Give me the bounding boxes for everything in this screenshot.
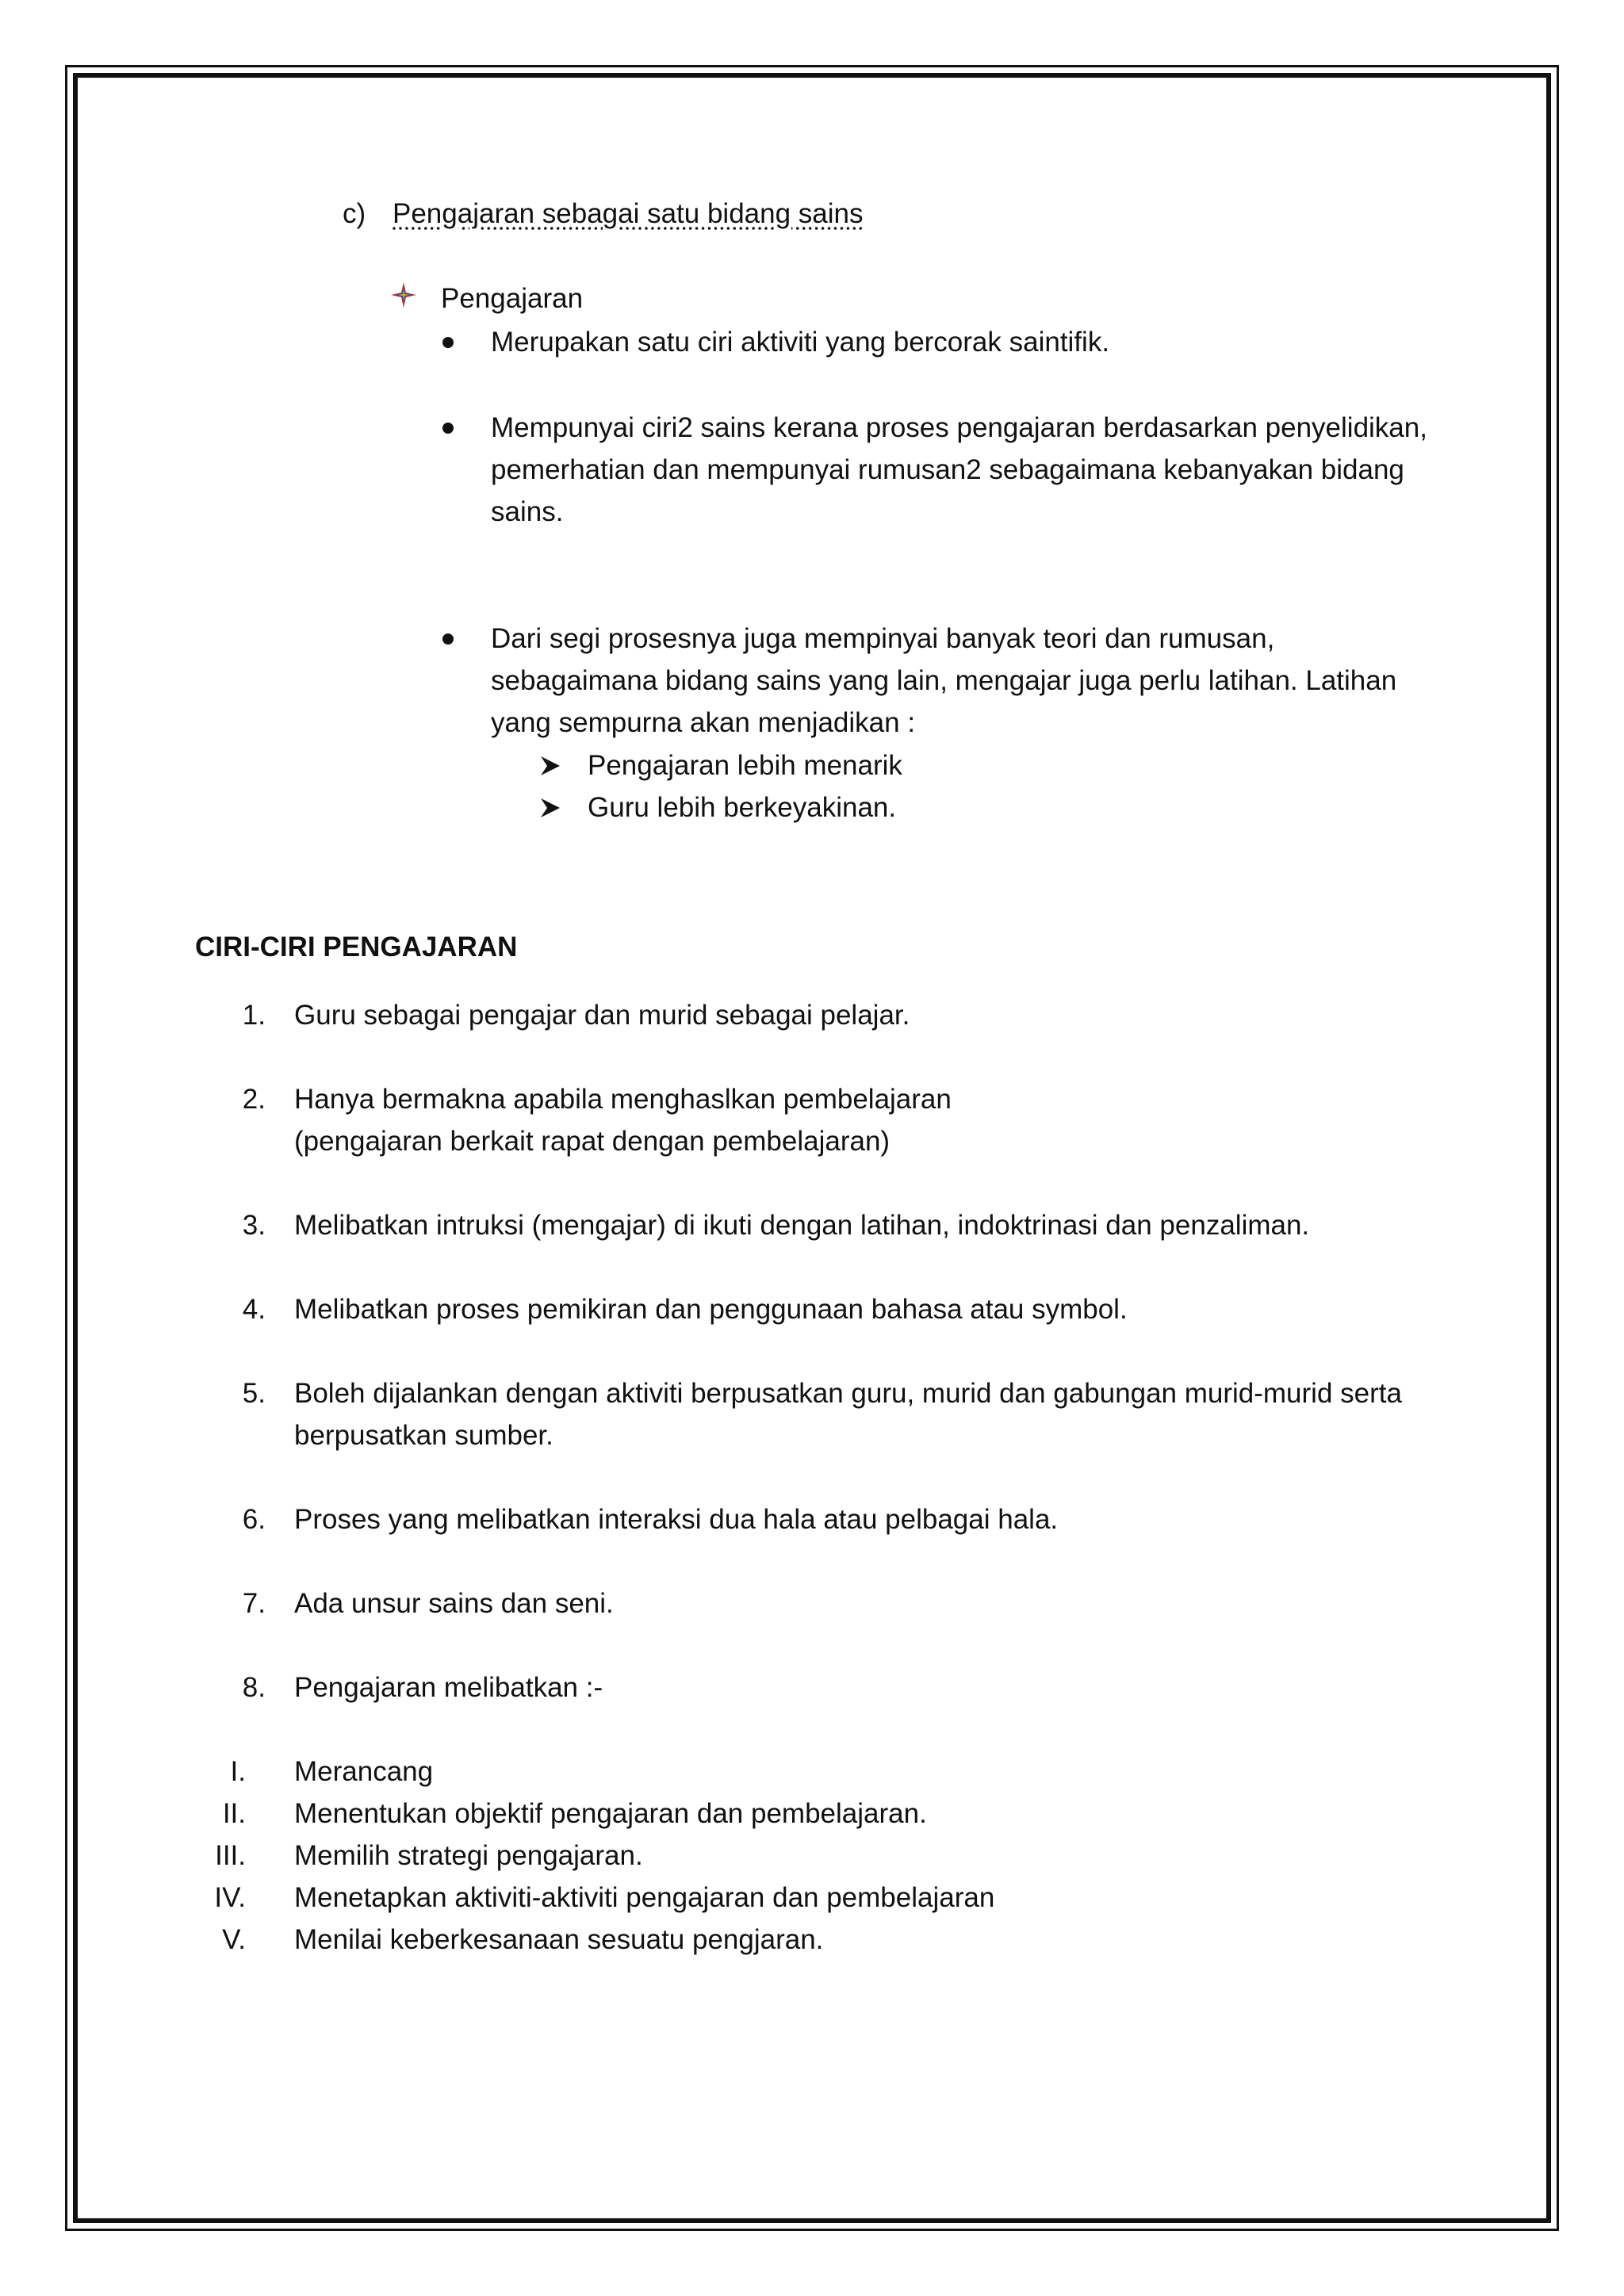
roman-number: III. xyxy=(215,1840,246,1871)
bullet-1-line-1: Merupakan satu ciri aktiviti yang bercorak saintifik. xyxy=(491,327,1110,358)
roman-item-4: Menetapkan aktiviti-aktiviti pengajaran dan pembelajaran xyxy=(294,1882,995,1913)
arrow-bullet-icon xyxy=(539,755,561,777)
roman-number: V. xyxy=(222,1924,246,1955)
section-c-title: Pengajaran sebagai satu bidang sains xyxy=(393,198,864,229)
item-5-line-2: berpusatkan sumber. xyxy=(294,1420,553,1451)
pengajaran-label: Pengajaran xyxy=(441,283,584,314)
arrow-item-1: Pengajaran lebih menarik xyxy=(588,750,902,781)
four-point-star-icon xyxy=(389,281,418,309)
roman-item-2: Menentukan objektif pengajaran dan pembelajaran. xyxy=(294,1798,927,1829)
bullet-2-line-2: pemerhatian dan mempunyai rumusan2 sebagaimana kebanyakan bidang xyxy=(491,454,1404,485)
item-number: 2. xyxy=(242,1084,266,1115)
roman-number: I. xyxy=(230,1756,246,1787)
item-number: 8. xyxy=(242,1672,266,1703)
roman-item-5: Menilai keberkesanaan sesuatu pengjaran. xyxy=(294,1924,824,1955)
item-8-line-1: Pengajaran melibatkan :- xyxy=(294,1672,603,1703)
item-3-line-1: Melibatkan intruksi (mengajar) di ikuti dengan latihan, indoktrinasi dan penzaliman. xyxy=(294,1210,1310,1241)
roman-number: II. xyxy=(222,1798,246,1829)
item-1-line-1: Guru sebagai pengajar dan murid sebagai pelajar. xyxy=(294,1000,910,1031)
bullet-dot xyxy=(442,337,454,348)
item-number: 1. xyxy=(242,1000,266,1031)
item-2-line-2: (pengajaran berkait rapat dengan pembelajaran) xyxy=(294,1126,891,1157)
item-number: 7. xyxy=(242,1588,266,1619)
ciri-heading: CIRI-CIRI PENGAJARAN xyxy=(195,932,518,962)
item-4-line-1: Melibatkan proses pemikiran dan penggunaan bahasa atau symbol. xyxy=(294,1294,1128,1325)
section-c-marker: c) xyxy=(343,198,366,229)
item-number: 5. xyxy=(242,1378,266,1409)
bullet-2-line-1: Mempunyai ciri2 sains kerana proses pengajaran berdasarkan penyelidikan, xyxy=(491,412,1427,443)
bullet-3-line-3: yang sempurna akan menjadikan : xyxy=(491,707,916,738)
bullet-2-line-3: sains. xyxy=(491,496,564,527)
arrow-bullet-icon xyxy=(539,797,561,819)
item-7-line-1: Ada unsur sains dan seni. xyxy=(294,1588,614,1619)
item-2-line-1: Hanya bermakna apabila menghaslkan pembelajaran xyxy=(294,1084,952,1115)
roman-number: IV. xyxy=(214,1882,246,1913)
item-number: 4. xyxy=(242,1294,266,1325)
bullet-3-line-1: Dari segi prosesnya juga mempinyai banyak teori dan rumusan, xyxy=(491,623,1275,654)
bullet-dot xyxy=(442,633,454,645)
item-6-line-1: Proses yang melibatkan interaksi dua hala atau pelbagai hala. xyxy=(294,1504,1059,1535)
arrow-item-2: Guru lebih berkeyakinan. xyxy=(588,792,897,823)
item-number: 6. xyxy=(242,1504,266,1535)
roman-item-1: Merancang xyxy=(294,1756,434,1787)
item-number: 3. xyxy=(242,1210,266,1241)
item-5-line-1: Boleh dijalankan dengan aktiviti berpusatkan guru, murid dan gabungan murid-murid serta xyxy=(294,1378,1402,1409)
bullet-dot xyxy=(442,423,454,434)
roman-item-3: Memilih strategi pengajaran. xyxy=(294,1840,643,1871)
bullet-3-line-2: sebagaimana bidang sains yang lain, mengajar juga perlu latihan. Latihan xyxy=(491,665,1397,696)
